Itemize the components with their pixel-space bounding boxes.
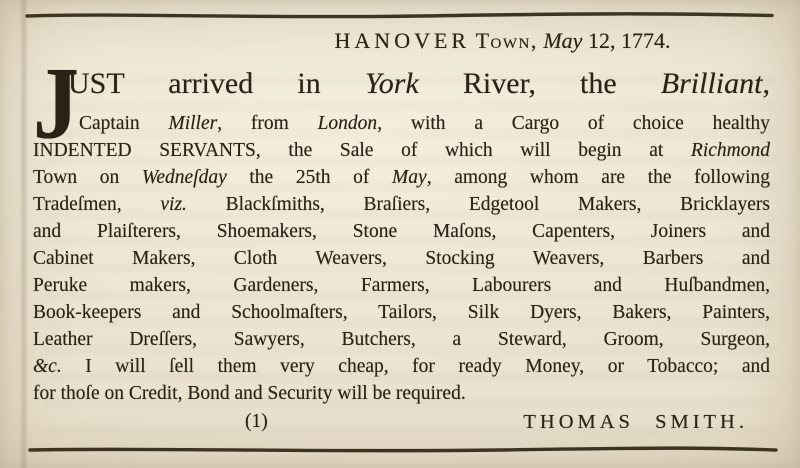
text-segment: Book-keepers and Schoolmaſters, Tailors, Silk Dyers, Bakers, Painters, (33, 302, 770, 323)
text-segment: 12, 1774. (582, 28, 671, 53)
body-line-4 (33, 164, 770, 191)
text-segment: Brilliant (660, 67, 763, 100)
text-segment: for thoſe on Credit, Bond and Security will be required. (33, 383, 466, 404)
text-segment: Leather Dreſſers, Sawyers, Butchers, a Steward, Groom, Surgeon, (33, 329, 770, 350)
text-segment: Town on (33, 167, 142, 188)
text-segment: INDENTED SERVANTS, the Sale of which will begin at (33, 140, 691, 161)
body-line-2 (33, 110, 770, 137)
body-line-5 (33, 191, 770, 218)
text-segment: River, the (418, 67, 661, 100)
text-segment: , with a Cargo of choice healthy (377, 113, 770, 134)
bottom-rule (30, 448, 776, 451)
body-line-12 (33, 380, 770, 407)
text-segment: Captain (79, 113, 169, 134)
text-segment: London (317, 113, 378, 134)
drop-cap: J (33, 45, 79, 161)
text-segment: viz. (160, 194, 187, 215)
body-line-10 (33, 326, 770, 353)
text-segment: and Plaiſterers, Shoemakers, Stone Maſons, Capenters, Joiners and (33, 221, 770, 242)
body-line-8 (33, 272, 770, 299)
text-segment: Peruke makers, Gardeners, Farmers, Labourers and Huſbandmen, (33, 275, 770, 296)
text-segment: &c. (33, 356, 62, 377)
body-line-1 (33, 64, 770, 110)
page-mark: (1) (245, 411, 268, 432)
text-segment: May (392, 167, 427, 188)
body-line-3 (33, 137, 770, 164)
text-segment: UST arrived in (68, 67, 365, 100)
signature: THOMAS SMITH. (523, 411, 748, 433)
text-segment: Cabinet Makers, Cloth Weavers, Stocking Weavers, Barbers and (33, 248, 770, 269)
text-segment: , (762, 67, 770, 100)
advertisement-body (33, 45, 771, 407)
body-line-9 (33, 299, 770, 326)
text-segment: May (543, 28, 583, 53)
text-segment: the 25th of (226, 167, 393, 188)
dateline (0, 27, 800, 55)
text-segment: Blackſmiths, Braſiers, Edgetool Makers, Bricklayers (186, 194, 770, 215)
text-segment: Tradeſmen, (33, 194, 161, 215)
text-segment: Richmond (690, 140, 770, 161)
text-segment: Wedneſday (141, 167, 227, 188)
body-line-11 (33, 353, 770, 380)
text-segment: , among whom are the following (426, 167, 771, 188)
body-line-6 (33, 218, 770, 245)
text-segment: I will ſell them very cheap, for ready Money, or Tobacco; and (61, 356, 770, 377)
text-segment: Town, (475, 28, 538, 53)
dateline-text (335, 28, 671, 53)
top-rule (27, 14, 772, 17)
text-segment: , from (217, 113, 318, 134)
footer-line (33, 408, 770, 436)
text-segment: HANOVER (334, 28, 471, 53)
text-segment: York (364, 67, 419, 100)
body-line-7 (33, 245, 770, 272)
column-fold-line (19, 0, 28, 468)
body-lines (33, 45, 771, 407)
text-segment: Miller (168, 113, 218, 134)
